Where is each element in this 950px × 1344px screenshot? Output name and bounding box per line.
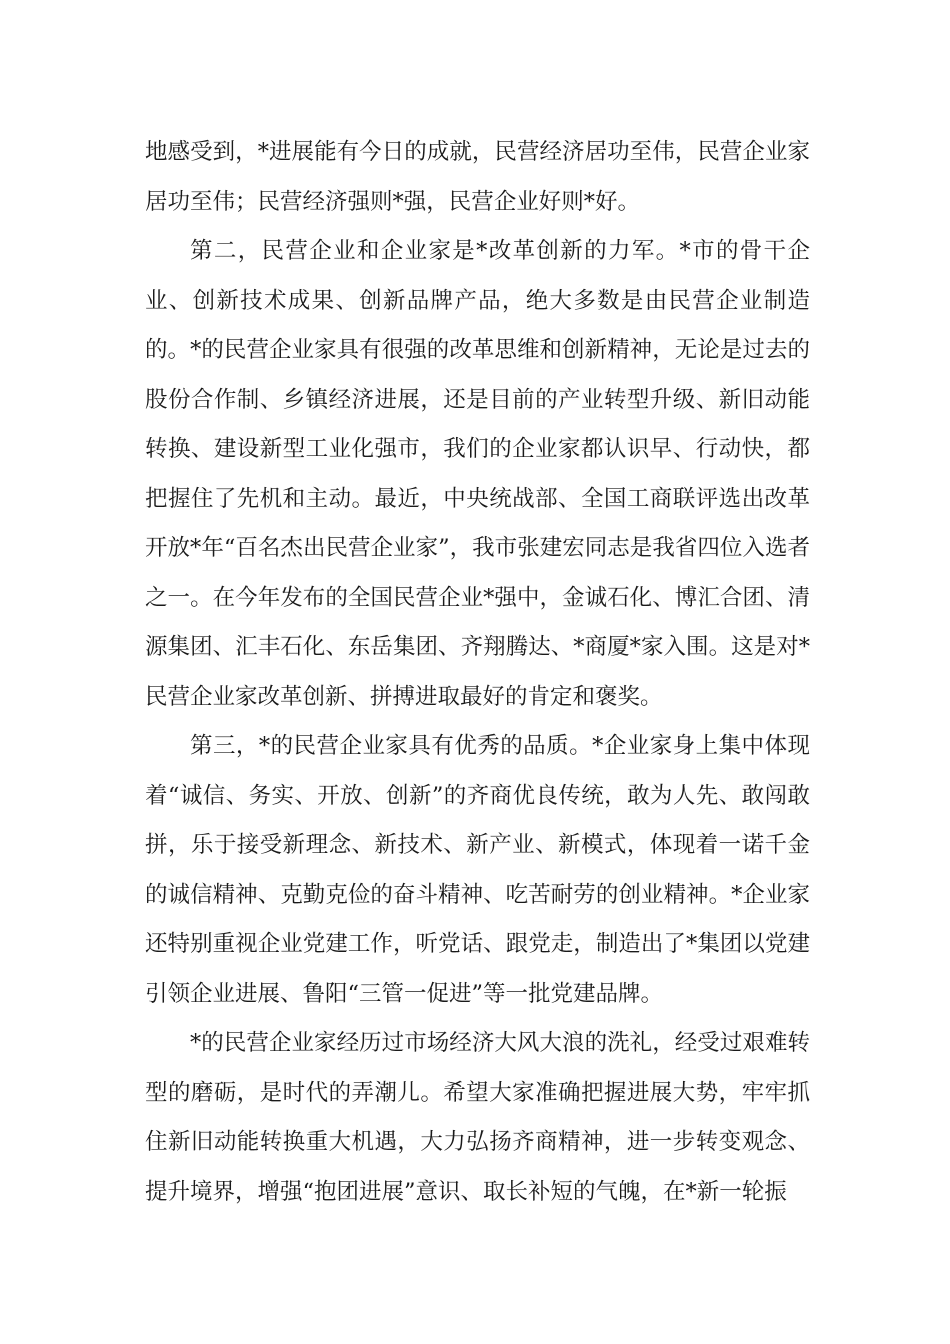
paragraph-closing: *的民营企业家经历过市场经济大风大浪的洗礼，经受过艰难转型的磨砺，是时代的弄潮儿。希望大家准确把握进展大势，牢牢抓住新旧动能转换重大机遇，大力弘扬齐商精神，进一步转变观念、提升境界，增强“抱团进展”意识、取长补短的气魄，在*新一轮振 bbox=[145, 1030, 810, 1205]
document-body bbox=[145, 128, 810, 1217]
paragraph-continued: 地感受到，*进展能有今日的成就，民营经济居功至伟，民营企业家居功至伟；民营经济强则*强，民营企业好则*好。 bbox=[145, 139, 810, 215]
paragraph-second: 第二，民营企业和企业家是*改革创新的力军。*市的骨干企业、创新技术成果、创新品牌产品，绝大多数是由民营企业制造的。*的民营企业家具有很强的改革思维和创新精神，无论是过去的股份合作制、乡镇经济进展，还是目前的产业转型升级、新旧动能转换、建设新型工业化强市，我们的企业家都认识早、行动快，都把握住了先机和主动。最近，中央统战部、全国工商联评选出改革开放*年“百名杰出民营企业家”，我市张建宏同志是我省四位入选者之一。在今年发布的全国民营企业*强中，金诚石化、博汇合团、清源集团、汇丰石化、东岳集团、齐翔腾达、*商厦*家入围。这是对*民营企业家改革创新、拼搏进取最好的肯定和褒奖。 bbox=[145, 238, 810, 710]
paragraph-third: 第三，*的民营企业家具有优秀的品质。*企业家身上集中体现着“诚信、务实、开放、创新”的齐商优良传统，敢为人先、敢闯敢拼，乐于接受新理念、新技术、新产业、新模式，体现着一诺千金的诚信精神、克勤克俭的奋斗精神、吃苦耐劳的创业精神。*企业家还特别重视企业党建工作，听党话、跟党走，制造出了*集团以党建引领企业进展、鲁阳“三管一促进”等一批党建品牌。 bbox=[145, 733, 810, 1007]
